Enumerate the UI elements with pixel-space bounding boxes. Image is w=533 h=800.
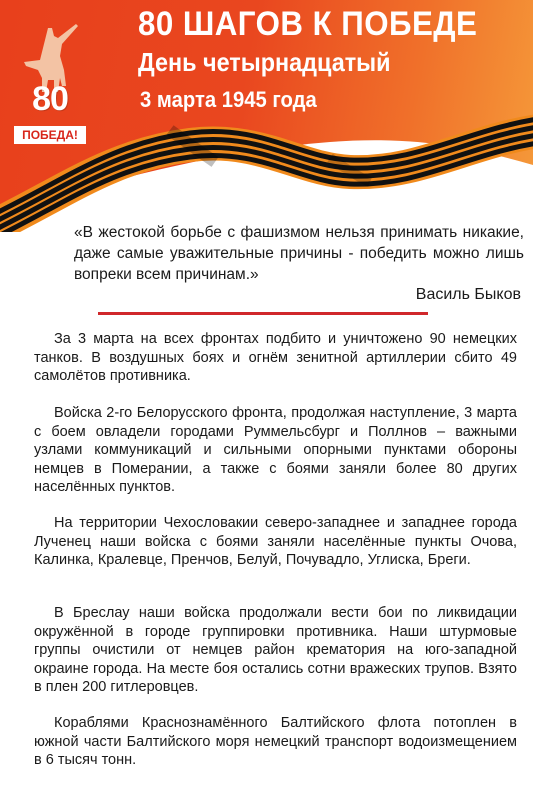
header-banner	[0, 0, 533, 232]
victory-logo	[14, 22, 86, 144]
quote-author: Василь Быков	[415, 286, 521, 303]
paragraph-1: За 3 марта на всех фронтах подбито и уничтожено 90 немецких танков. В воздушных боях и огнём зенитной артиллерии сбито 49 самолётов противника.	[34, 331, 517, 384]
page-title: 80 ШАГОВ К ПОБЕДЕ	[138, 5, 478, 43]
paragraph-5: Кораблями Краснознамённого Балтийского флота потоплен в южной части Балтийского моря немецкий транспорт водоизмещением в 6 тысяч тонн.	[34, 715, 517, 768]
paragraph-4: В Бреслау наши войска продолжали вести бои по ликвидации окружённой в городе группировки противника. Наши штурмовые группы очистили от немцев район крематория на юго-западной окраине города. На месте боя остались сотни вражеских трупов. Взято в плен 200 гитлеровцев.	[34, 605, 517, 695]
divider-line	[98, 312, 428, 315]
page-date: 3 марта 1945 года	[140, 87, 317, 112]
logo-text: ПОБЕДА!	[14, 126, 86, 144]
epigraph-quote: «В жестокой борьбе с фашизмом нельзя принимать никакие, даже самые уважительные причины - победить можно лишь вопреки всем причинам.»	[74, 224, 524, 283]
logo-number: 80	[32, 80, 68, 118]
paragraph-3: На территории Чехословакии северо-западнее и западнее города Лученец наши войска с боями заняли населённые пункты Очова, Калинка, Кралевце, Пренчов, Белуй, Почувадло, Углиска, Бреги.	[34, 515, 517, 568]
page-subtitle: День четырнадцатый	[138, 47, 391, 77]
paragraph-2: Войска 2-го Белорусского фронта, продолжая наступление, 3 марта с боем овладели городами Руммельсбург и Поллнов – важными узлами коммуникаций и сильными опорными пунктами обороны немцев в Померании, а также с боями заняли более 80 других населённых пунктов.	[34, 405, 517, 495]
